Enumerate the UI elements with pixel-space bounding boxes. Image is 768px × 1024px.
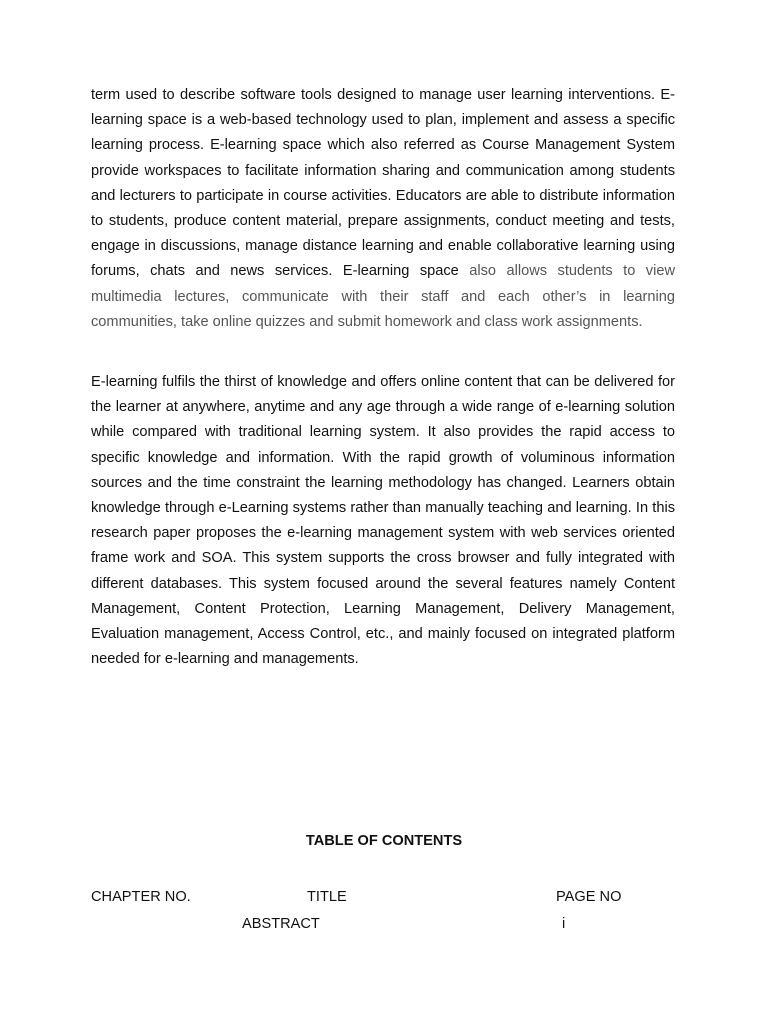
toc-heading: [0, 833, 768, 849]
toc-heading-text: TABLE OF CONTENTS: [305, 833, 463, 849]
toc-row-page: i: [562, 916, 566, 932]
toc-row-title: ABSTRACT: [242, 916, 320, 932]
paragraph-1-main-text: term used to describe software tools designed to manage user learning interventions. E-learning space is a web-based technology used to plan, implement and assess a specific learning process. E-learning space which also referred as Course Management System provide workspaces to facilitate information sharing and communication among students and lecturers to participate in course activities. Educators are able to distribute information to students, produce content material, prepare assignments, conduct meeting and tests, engage in discussions, manage distance learning and enable collaborative learning using forums, chats and news services. E-learning space: [91, 87, 675, 280]
toc-column-page: PAGE NO: [556, 889, 622, 905]
paragraph-1-muted-text: also allows students to view multimedia lectures, communicate with their staff and each other’s in learning communities, take online quizzes and submit homework and class work assignments.: [91, 263, 675, 330]
toc-column-title: TITLE: [307, 889, 347, 905]
body-paragraph-1: [91, 83, 675, 335]
body-paragraph-2: E-learning fulfils the thirst of knowledge and offers online content that can be delivered for the learner at anywhere, anytime and any age through a wide range of e-learning solution while compared with traditional learning system. It also provides the rapid access to specific knowledge and information. With the rapid growth of voluminous information sources and the time constraint the learning methodology has changed. Learners obtain knowledge through e-Learning systems rather than manually teaching and learning. In this research paper proposes the e-learning management system with web services oriented frame work and SOA. This system supports the cross browser and fully integrated with different databases. This system focused around the several features namely Content Management, Content Protection, Learning Management, Delivery Management, Evaluation management, Access Control, etc., and mainly focused on integrated platform needed for e-learning and managements.: [91, 374, 675, 668]
toc-column-chapter: CHAPTER NO.: [91, 889, 191, 905]
